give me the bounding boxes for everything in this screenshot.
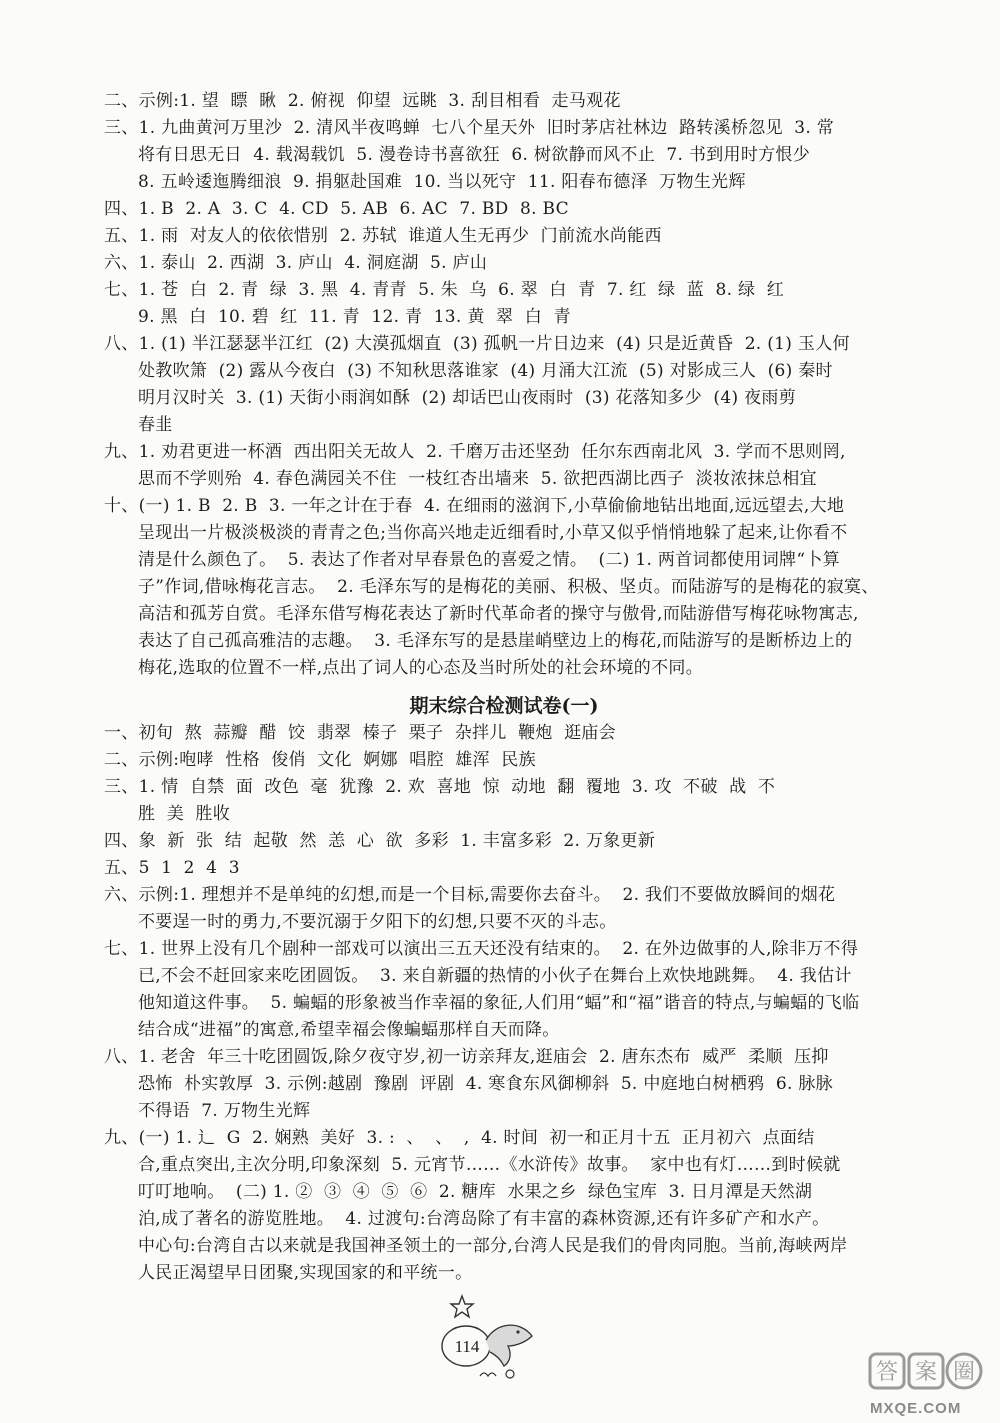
answer-line: 思而不学则殆 4. 春色满园关不住 一枝红杏出墙来 5. 欲把西湖比西子 淡妆浓抹总相宜 — [138, 469, 817, 489]
answer-line: 九、1. 劝君更进一杯酒 西出阳关无故人 2. 千磨万击还坚劲 任尔东西南北风 3. 学而不思则罔, — [104, 442, 846, 462]
answer-line: 九、(一) 1. 辶 G 2. 娴熟 美好 3. : 、 、 , 4. 时间 初一和正月十五 正月初六 点面结 — [104, 1128, 815, 1148]
answer-line: 三、1. 情 自禁 面 改色 毫 犹豫 2. 欢 喜地 惊 动地 翻 覆地 3. 攻 不破 战 不 — [104, 777, 776, 797]
answer-line: 清是什么颜色了。 5. 表达了作者对早春景色的喜爱之情。 (二) 1. 两首词都使用词牌“卜算 — [138, 550, 840, 570]
answer-line: 五、1. 雨 对友人的依依惜别 2. 苏轼 谁道人生无再少 门前流水尚能西 — [104, 226, 662, 246]
answer-line: 中心句:台湾自古以来就是我国神圣领土的一部分,台湾人民是我们的骨肉同胞。当前,海峡两岸 — [138, 1236, 848, 1256]
answer-line: 将有日思无日 4. 载渴载饥 5. 漫卷诗书喜欲狂 6. 树欲静而风不止 7. 书到用时方恨少 — [138, 145, 811, 165]
svg-text:圈: 圈 — [952, 1360, 976, 1385]
answer-line: 七、1. 世界上没有几个剧种一部戏可以演出三五天还没有结束的。 2. 在外边做事的人,除非万不得 — [104, 939, 859, 959]
answer-line: 高洁和孤芳自赏。毛泽东借写梅花表达了新时代革命者的操守与傲骨,而陆游借写梅花咏物寓志, — [138, 604, 859, 624]
answer-line: 8. 五岭逶迤腾细浪 9. 捐躯赴国难 10. 当以死守 11. 阳春布德泽 万物生光辉 — [138, 172, 746, 192]
answer-line: 处教吹箫 (2) 露从今夜白 (3) 不知秋思落谁家 (4) 月涌大江流 (5) 对影成三人 (6) 秦时 — [138, 361, 833, 381]
answer-line: 子”作词,借咏梅花言志。 2. 毛泽东写的是梅花的美丽、积极、坚贞。而陆游写的是梅花的寂寞、 — [138, 577, 879, 597]
answer-line: 五、5 1 2 4 3 — [104, 858, 240, 878]
watermark-url: MXQE.COM — [870, 1400, 962, 1417]
answer-line: 二、示例:咆哮 性格 俊俏 文化 婀娜 唱腔 雄浑 民族 — [104, 750, 536, 770]
answer-line: 四、1. B 2. A 3. C 4. CD 5. AB 6. AC 7. BD 8. BC — [104, 199, 569, 219]
answer-line: 一、初旬 熬 蒜瓣 醋 饺 翡翠 榛子 栗子 杂拌儿 鞭炮 逛庙会 — [104, 723, 616, 743]
answer-line: 人民正渴望早日团聚,实现国家的和平统一。 — [138, 1263, 473, 1283]
answer-line: 合,重点突出,主次分明,印象深刻 5. 元宵节……《水浒传》故事。 家中也有灯……到时候就 — [138, 1155, 841, 1175]
answer-line: 明月汉时关 3. (1) 天街小雨润如酥 (2) 却话巴山夜雨时 (3) 花落知多少 (4) 夜雨剪 — [138, 388, 796, 408]
section-title: 期末综合检测试卷(一) — [409, 695, 599, 717]
answer-line: 十、(一) 1. B 2. B 3. 一年之计在于春 4. 在细雨的滋润下,小草偷偷地钻出地面,远远望去,大地 — [104, 496, 845, 516]
answer-line: 四、象 新 张 结 起敬 然 恙 心 欲 多彩 1. 丰富多彩 2. 万象更新 — [104, 831, 656, 851]
answer-line: 八、1. 老舍 年三十吃团圆饭,除夕夜守岁,初一访亲拜友,逛庙会 2. 唐东杰布 威严 柔顺 压抑 — [104, 1047, 829, 1067]
page-number: 114 — [454, 1337, 480, 1356]
answer-line: 叮叮地响。 (二) 1. ② ③ ④ ⑤ ⑥ 2. 糖库 水果之乡 绿色宝库 3. 日月潭是天然湖 — [138, 1182, 813, 1202]
svg-text:答: 答 — [875, 1360, 899, 1385]
answer-line: 胜 美 胜收 — [138, 804, 231, 824]
answer-line: 二、示例:1. 望 瞟 瞅 2. 俯视 仰望 远眺 3. 刮目相看 走马观花 — [104, 91, 621, 111]
answer-line: 泊,成了著名的游览胜地。 4. 过渡句:台湾岛除了有丰富的森林资源,还有许多矿产和水产。 — [138, 1209, 830, 1229]
answer-line: 已,不会不赶回家来吃团圆饭。 3. 来自新疆的热情的小伙子在舞台上欢快地跳舞。 4. 我估计 — [138, 966, 852, 986]
svg-text:案: 案 — [914, 1360, 938, 1385]
answer-line: 六、1. 泰山 2. 西湖 3. 庐山 4. 洞庭湖 5. 庐山 — [104, 253, 488, 273]
answer-line: 表达了自己孤高雅洁的志趣。 3. 毛泽东写的是悬崖峭壁边上的梅花,而陆游写的是断桥边上的 — [138, 631, 853, 651]
answer-line: 八、1. (1) 半江瑟瑟半江红 (2) 大漠孤烟直 (3) 孤帆一片日边来 (4) 只是近黄昏 2. (1) 玉人何 — [104, 334, 850, 354]
answer-line: 结合成“进福”的寓意,希望幸福会像蝙蝠那样自天而降。 — [138, 1020, 560, 1040]
answer-line: 七、1. 苍 白 2. 青 绿 3. 黑 4. 青青 5. 朱 乌 6. 翠 白 青 7. 红 绿 蓝 8. 绿 红 — [104, 280, 785, 300]
answer-line: 春韭 — [138, 415, 173, 435]
answer-line: 呈现出一片极淡极淡的青青之色;当你高兴地走近细看时,小草又似乎悄悄地躲了起来,让你看不 — [138, 523, 848, 543]
answer-line: 不得语 7. 万物生光辉 — [138, 1101, 311, 1121]
answer-line: 9. 黑 白 10. 碧 红 11. 青 12. 青 13. 黄 翠 白 青 — [138, 307, 571, 327]
answer-line: 梅花,选取的位置不一样,点出了词人的心态及当时所处的社会环境的不同。 — [138, 658, 704, 678]
answer-line: 恐怖 朴实敦厚 3. 示例:越剧 豫剧 评剧 4. 寒食东风御柳斜 5. 中庭地白树栖鸦 6. 脉脉 — [138, 1074, 833, 1094]
answer-line: 六、示例:1. 理想并不是单纯的幻想,而是一个目标,需要你去奋斗。 2. 我们不要做放瞬间的烟花 — [104, 885, 836, 905]
answer-line: 三、1. 九曲黄河万里沙 2. 清风半夜鸣蝉 七八个星天外 旧时茅店社林边 路转溪桥忽见 3. 常 — [104, 118, 835, 138]
answer-line: 不要逞一时的勇力,不要沉溺于夕阳下的幻想,只要不灭的斗志。 — [138, 912, 617, 932]
answer-line: 他知道这件事。 5. 蝙蝠的形象被当作幸福的象征,人们用“蝠”和“福”谐音的特点,与蝙蝠的飞临 — [138, 993, 860, 1013]
